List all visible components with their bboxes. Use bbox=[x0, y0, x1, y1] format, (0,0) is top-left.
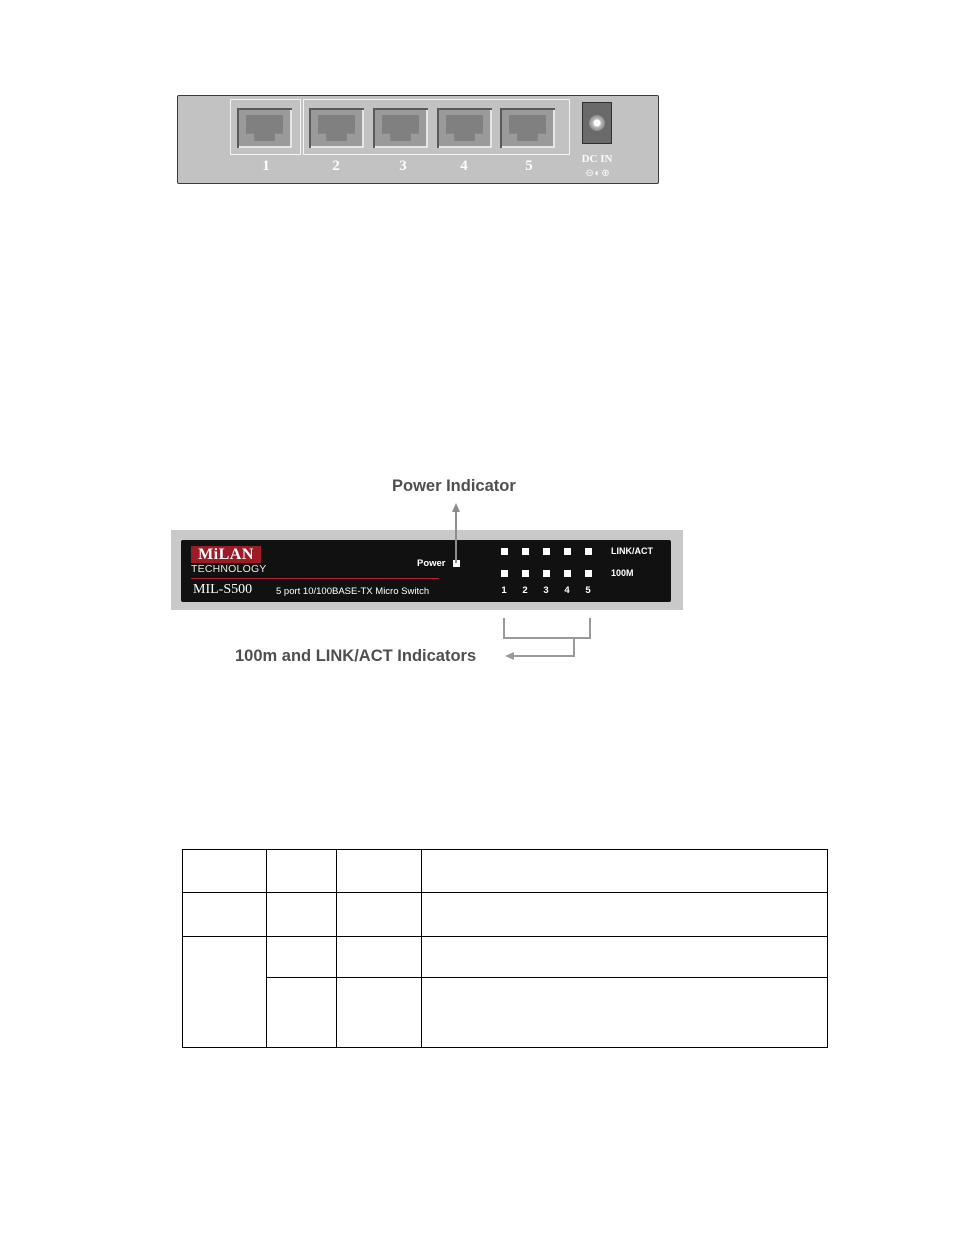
brand-subtitle: TECHNOLOGY bbox=[191, 563, 267, 575]
table-cell bbox=[267, 978, 337, 1048]
table-cell bbox=[422, 937, 828, 978]
table-cell bbox=[183, 850, 267, 893]
indicators-bracket bbox=[504, 618, 590, 656]
led-port-number: 3 bbox=[543, 585, 549, 596]
led-port-number: 1 bbox=[501, 585, 507, 596]
table-header-row bbox=[183, 850, 828, 893]
led-status-table bbox=[182, 849, 828, 1048]
table-cell bbox=[267, 893, 337, 937]
port-number-label: 1 bbox=[262, 158, 270, 174]
led-port-number: 4 bbox=[564, 585, 570, 596]
milan-logo: MiLAN bbox=[191, 546, 261, 563]
polarity-icon: ⊖ ◐ ⊕ bbox=[585, 168, 609, 179]
dc-in-label: DC IN bbox=[581, 153, 613, 165]
100m-row-label: 100M bbox=[611, 568, 634, 578]
table-cell bbox=[183, 893, 267, 937]
table-cell bbox=[267, 850, 337, 893]
table-cell bbox=[267, 937, 337, 978]
port-number-label: 5 bbox=[525, 158, 533, 174]
port-number-label: 4 bbox=[460, 158, 468, 174]
power-label: Power bbox=[417, 558, 446, 569]
model-name: MIL-S500 bbox=[193, 582, 253, 597]
table-cell bbox=[337, 893, 422, 937]
power-indicator-callout: Power Indicator bbox=[392, 477, 516, 495]
table-cell bbox=[422, 978, 828, 1048]
port-number-label: 3 bbox=[399, 158, 407, 174]
table-cell bbox=[422, 893, 828, 937]
table-cell bbox=[422, 850, 828, 893]
table-row bbox=[183, 937, 828, 978]
led-port-number: 2 bbox=[522, 585, 528, 596]
port-indicators-callout: 100m and LINK/ACT Indicators bbox=[235, 647, 477, 665]
table-cell bbox=[337, 937, 422, 978]
arrowhead-left-icon bbox=[505, 652, 514, 660]
link-act-row-label: LINK/ACT bbox=[611, 546, 653, 556]
port-number-label: 2 bbox=[332, 158, 340, 174]
arrowhead-up-icon bbox=[452, 503, 460, 512]
table-cell bbox=[337, 850, 422, 893]
table-row bbox=[183, 978, 828, 1048]
table-cell bbox=[183, 937, 267, 1048]
table-row bbox=[183, 893, 828, 937]
led-port-number: 5 bbox=[585, 585, 591, 596]
table-cell bbox=[337, 978, 422, 1048]
model-description: 5 port 10/100BASE-TX Micro Switch bbox=[276, 586, 430, 597]
